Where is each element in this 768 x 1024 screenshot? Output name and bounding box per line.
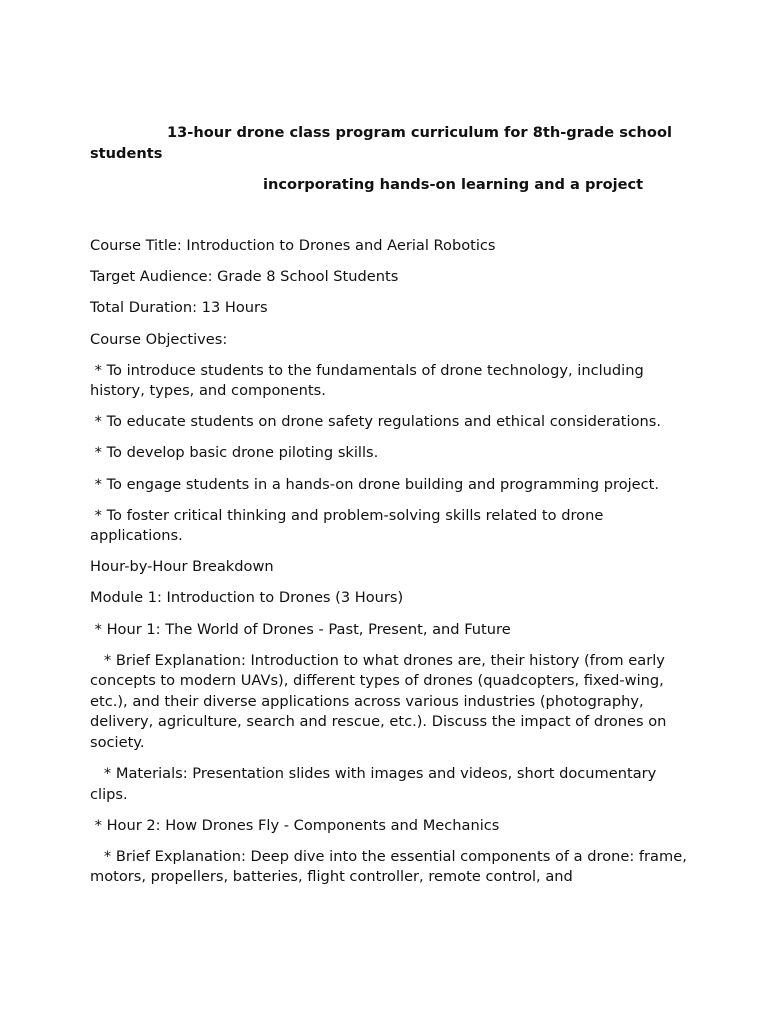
objective-item: * To introduce students to the fundamentals of drone technology, including history, types, and components. — [90, 361, 649, 400]
document-title: 13-hour drone class program curriculum for 8th-grade school students — [90, 124, 678, 162]
total-duration-line: Total Duration: 13 Hours — [90, 299, 268, 317]
document-subtitle: incorporating hands-on learning and a project — [263, 175, 644, 193]
hour-materials: * Materials: Presentation slides with images and videos, short documentary clips. — [90, 765, 661, 803]
hour-explanation: * Brief Explanation: Introduction to what drones are, their history (from early concepts to modern UAVs), different types of drones (quadcopters, fixed-wing, etc.), and their diverse applications across various industries (photography, delivery, agriculture, search and rescue, etc.). Discuss the impact of drones on society. — [90, 651, 672, 751]
objective-item: * To engage students in a hands-on drone building and programming project. — [90, 475, 660, 493]
hour-heading: * Hour 1: The World of Drones - Past, Present, and Future — [90, 620, 511, 638]
target-audience-line: Target Audience: Grade 8 School Students — [90, 268, 399, 286]
objective-item: * To educate students on drone safety regulations and ethical considerations. — [90, 413, 661, 431]
hour-explanation: * Brief Explanation: Deep dive into the essential components of a drone: frame, motors, propellers, batteries, flight controller, remote control, and — [90, 847, 692, 886]
course-objectives-heading: Course Objectives: — [90, 330, 228, 348]
hour-heading: * Hour 2: How Drones Fly - Components and Mechanics — [90, 816, 500, 834]
breakdown-heading: Hour-by-Hour Breakdown — [90, 558, 274, 576]
document-body — [90, 123, 690, 899]
objective-item: * To foster critical thinking and problem-solving skills related to drone applications. — [90, 506, 608, 545]
module-heading: Module 1: Introduction to Drones (3 Hours) — [90, 589, 404, 607]
objective-item: * To develop basic drone piloting skills. — [90, 444, 379, 462]
course-title-line: Course Title: Introduction to Drones and Aerial Robotics — [90, 237, 496, 255]
